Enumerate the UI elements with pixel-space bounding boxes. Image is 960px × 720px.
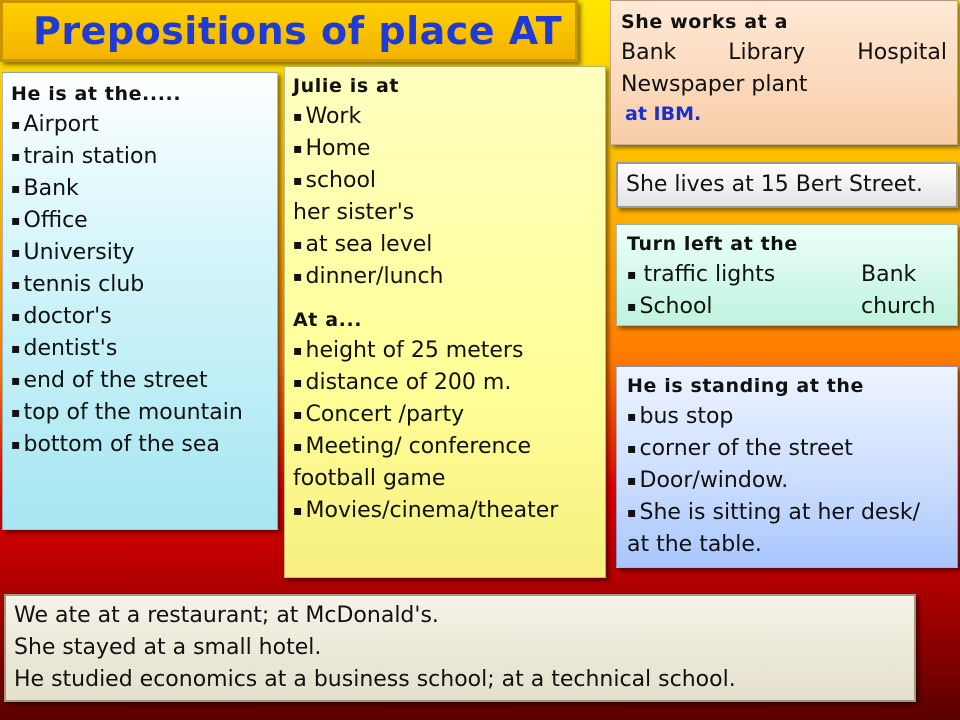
at-a-item-text: Concert /party bbox=[305, 402, 465, 427]
bullet-icon: ▪ bbox=[293, 141, 303, 157]
works-box bbox=[610, 0, 958, 145]
julie-plain-line-2: football game bbox=[293, 466, 446, 491]
julie-item-text: at sea level bbox=[305, 232, 433, 257]
bullet-icon: ▪ bbox=[11, 373, 21, 389]
works-line3: at IBM. bbox=[625, 103, 702, 125]
bullet-icon: ▪ bbox=[627, 441, 637, 457]
turn-item: Bank bbox=[861, 262, 917, 287]
at-a-item bbox=[293, 431, 597, 463]
turn-row bbox=[627, 259, 947, 291]
bullet-icon: ▪ bbox=[627, 505, 637, 521]
he-is-at-item-text: University bbox=[23, 240, 135, 265]
at-a-item bbox=[293, 399, 597, 431]
at-a-item bbox=[293, 367, 597, 399]
works-place: Bank bbox=[621, 40, 677, 65]
bullet-icon: ▪ bbox=[293, 439, 303, 455]
standing-item bbox=[627, 401, 947, 433]
works-place: Library bbox=[728, 40, 806, 65]
bullet-icon: ▪ bbox=[293, 269, 303, 285]
standing-tail: at the table. bbox=[627, 532, 762, 557]
standing-item-text: Door/window. bbox=[639, 468, 789, 493]
julie-heading: Julie is at bbox=[293, 75, 400, 97]
works-places-row bbox=[621, 37, 947, 69]
bullet-icon: ▪ bbox=[11, 437, 21, 453]
bullet-icon: ▪ bbox=[11, 245, 21, 261]
he-is-at-item-text: Bank bbox=[23, 176, 79, 201]
julie-item bbox=[293, 165, 597, 197]
bullet-icon: ▪ bbox=[11, 117, 21, 133]
he-is-at-item bbox=[11, 397, 269, 429]
he-is-at-item-text: Office bbox=[23, 208, 88, 233]
at-a-item bbox=[293, 335, 597, 367]
title-banner bbox=[0, 0, 578, 62]
page-title: Prepositions of place AT bbox=[33, 9, 563, 53]
he-is-at-item-text: train station bbox=[23, 144, 158, 169]
julie-item-text: school bbox=[305, 168, 377, 193]
at-a-item-text: Meeting/ conference bbox=[305, 434, 532, 459]
works-heading: She works at a bbox=[621, 11, 788, 33]
bullet-icon: ▪ bbox=[627, 409, 637, 425]
bullet-icon: ▪ bbox=[11, 341, 21, 357]
julie-item bbox=[293, 101, 597, 133]
standing-item bbox=[627, 433, 947, 465]
bullet-icon: ▪ bbox=[11, 213, 21, 229]
at-a-item-text: height of 25 meters bbox=[305, 338, 524, 363]
at-a-item-text: distance of 200 m. bbox=[305, 370, 512, 395]
he-is-at-item bbox=[11, 333, 269, 365]
standing-item-text: bus stop bbox=[639, 404, 734, 429]
lives-box bbox=[616, 162, 958, 208]
at-a-heading: At a... bbox=[293, 309, 363, 331]
he-is-at-item-text: Airport bbox=[23, 112, 99, 137]
bullet-icon: ▪ bbox=[293, 109, 303, 125]
he-is-at-item-text: tennis club bbox=[23, 272, 145, 297]
bullet-icon: ▪ bbox=[627, 299, 637, 315]
turn-heading: Turn left at the bbox=[627, 233, 798, 255]
bullet-icon: ▪ bbox=[293, 173, 303, 189]
standing-item-text: She is sitting at her desk/ bbox=[639, 500, 921, 525]
he-is-at-item-text: doctor's bbox=[23, 304, 112, 329]
he-is-at-item bbox=[11, 173, 269, 205]
standing-item bbox=[627, 465, 947, 497]
at-a-item-text: Movies/cinema/theater bbox=[305, 498, 559, 523]
bullet-icon: ▪ bbox=[627, 473, 637, 489]
he-is-at-item bbox=[11, 109, 269, 141]
bullet-icon: ▪ bbox=[293, 407, 303, 423]
works-line2: Newspaper plant bbox=[621, 72, 808, 97]
turn-item: School bbox=[639, 294, 713, 319]
works-place: Hospital bbox=[857, 40, 947, 65]
bullet-icon: ▪ bbox=[627, 267, 637, 283]
julie-item-text: Home bbox=[305, 136, 371, 161]
he-is-at-item bbox=[11, 237, 269, 269]
he-is-at-item-text: dentist's bbox=[23, 336, 118, 361]
standing-item bbox=[627, 497, 947, 529]
bullet-icon: ▪ bbox=[11, 277, 21, 293]
turn-row bbox=[627, 291, 947, 323]
standing-item-text: corner of the street bbox=[639, 436, 853, 461]
bullet-icon: ▪ bbox=[293, 503, 303, 519]
he-is-at-item-text: bottom of the sea bbox=[23, 432, 220, 457]
he-is-at-heading: He is at the..... bbox=[11, 83, 182, 105]
he-is-at-item-text: end of the street bbox=[23, 368, 208, 393]
at-a-item bbox=[293, 495, 597, 527]
julie-item bbox=[293, 261, 597, 293]
he-is-at-item bbox=[11, 365, 269, 397]
standing-heading: He is standing at the bbox=[627, 375, 865, 397]
julie-box bbox=[284, 66, 606, 578]
julie-plain-line: her sister's bbox=[293, 200, 415, 225]
he-is-at-item bbox=[11, 301, 269, 333]
turn-item: church bbox=[861, 294, 936, 319]
bullet-icon: ▪ bbox=[11, 181, 21, 197]
julie-item-text: Work bbox=[305, 104, 362, 129]
he-is-at-item-text: top of the mountain bbox=[23, 400, 243, 425]
he-is-at-item bbox=[11, 205, 269, 237]
turn-item: traffic lights bbox=[643, 262, 776, 287]
bullet-icon: ▪ bbox=[293, 343, 303, 359]
julie-item-text: dinner/lunch bbox=[305, 264, 444, 289]
turn-box bbox=[616, 224, 958, 326]
bullet-icon: ▪ bbox=[11, 309, 21, 325]
bullet-icon: ▪ bbox=[11, 405, 21, 421]
bullet-icon: ▪ bbox=[11, 149, 21, 165]
standing-box bbox=[616, 366, 958, 568]
lives-text: She lives at 15 Bert Street. bbox=[626, 172, 923, 197]
he-is-at-box bbox=[2, 72, 278, 530]
he-is-at-item bbox=[11, 269, 269, 301]
examples-box bbox=[4, 594, 916, 702]
example-line: He studied economics at a business school; at a technical school. bbox=[14, 667, 736, 692]
example-line: She stayed at a small hotel. bbox=[14, 635, 322, 660]
julie-item bbox=[293, 229, 597, 261]
he-is-at-item bbox=[11, 141, 269, 173]
he-is-at-item bbox=[11, 429, 269, 461]
julie-item bbox=[293, 133, 597, 165]
example-line: We ate at a restaurant; at McDonald's. bbox=[14, 603, 439, 628]
bullet-icon: ▪ bbox=[293, 237, 303, 253]
bullet-icon: ▪ bbox=[293, 375, 303, 391]
